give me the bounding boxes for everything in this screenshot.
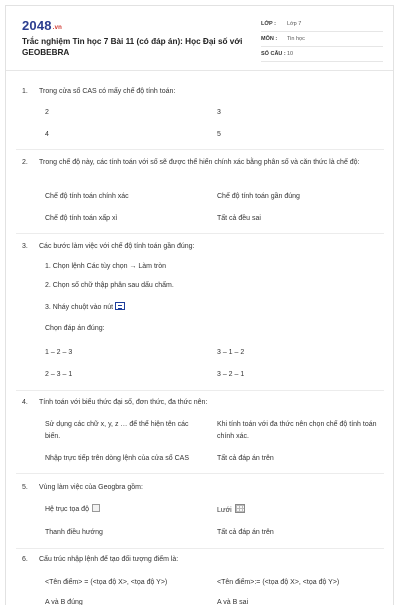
q2-option-a[interactable]: Chế độ tính toán chính xác — [45, 193, 129, 200]
quiz-meta — [261, 17, 383, 62]
q3-option-d[interactable]: 3 – 2 – 1 — [217, 371, 245, 378]
question-text: Trong cửa sổ CAS có mấy chế độ tính toán: — [39, 88, 176, 95]
q2-option-d[interactable]: Tất cả đều sai — [217, 215, 261, 222]
question-number: 3. — [22, 243, 28, 250]
site-logo[interactable] — [22, 18, 62, 33]
meta-grade — [261, 17, 383, 32]
q5-option-d[interactable]: Tất cả đáp án trên — [217, 529, 274, 536]
q5-option-c[interactable]: Thanh điều hướng — [45, 529, 103, 536]
grid-icon — [235, 504, 245, 513]
equals-button-icon — [115, 302, 125, 310]
question-text: Cấu trúc nhập lệnh để tạo đối tượng điểm là: — [39, 556, 179, 563]
divider — [16, 233, 384, 234]
question-number: 1. — [22, 88, 28, 95]
q5-option-a-text: Hệ trục tọa độ — [45, 506, 89, 513]
question-number: 4. — [22, 399, 28, 406]
q3-step-2: 2. Chọn số chữ thập phân sau dấu chấm. — [45, 282, 174, 289]
question-number: 2. — [22, 159, 28, 166]
axes-icon — [92, 504, 100, 512]
q1-option-b[interactable]: 3 — [217, 109, 221, 116]
q3-step-3 — [45, 302, 125, 311]
q2-option-b[interactable]: Chế độ tính toán gần đúng — [217, 193, 300, 200]
question-text: Vùng làm việc của Geogbra gồm: — [39, 484, 143, 491]
meta-count-label: SỐ CÂU : — [261, 51, 286, 57]
q5-option-b-text: Lưới — [217, 507, 232, 514]
q5-option-a[interactable] — [45, 504, 205, 516]
meta-subject — [261, 32, 383, 47]
divider — [16, 390, 384, 391]
q1-option-a[interactable]: 2 — [45, 109, 49, 116]
meta-grade-value: Lớp 7 — [287, 21, 302, 27]
quiz-title: Trắc nghiệm Tin học 7 Bài 11 (có đáp án): Học Đại số với GEOBEBRA — [22, 37, 243, 57]
question-text: Trong chế độ này, các tính toán với số sẽ được thể hiển chính xác bằng phân số và căn thức là chế độ: — [39, 159, 360, 166]
q3-option-c[interactable]: 2 – 3 – 1 — [45, 371, 73, 378]
q1-option-c[interactable]: 4 — [45, 131, 49, 138]
meta-grade-label: LỚP : — [261, 21, 276, 27]
logo-text: 2048 — [22, 18, 52, 33]
q3-prompt: Chọn đáp án đúng: — [45, 325, 105, 332]
divider — [16, 548, 384, 549]
quiz-page — [5, 5, 394, 605]
q2-option-c[interactable]: Chế độ tính toán xấp xỉ — [45, 215, 117, 222]
divider — [16, 149, 384, 150]
q6-option-a[interactable]: <Tên điểm> = (<tọa độ X>, <tọa độ Y>) — [45, 579, 168, 586]
logo-suffix: .vn — [52, 25, 63, 31]
question-text: Các bước làm việc với chế độ tính toán gần đúng: — [39, 243, 195, 250]
q6-option-b[interactable]: <Tên điểm>:= (<tọa độ X>, <tọa độ Y>) — [217, 579, 340, 586]
q4-option-b[interactable]: Khi tính toán với đa thức nên chọn chế độ tính toán chính xác. — [217, 421, 377, 440]
meta-subject-value: Tin học — [287, 36, 305, 42]
q3-step-3-text: 3. Nháy chuột vào nút — [45, 304, 114, 311]
meta-count — [261, 47, 383, 62]
q4-option-a[interactable]: Sử dụng các chữ x, y, z … để thể hiện tên các biến. — [45, 421, 189, 440]
q3-step-1: 1. Chọn lệnh Các tùy chọn → Làm tròn — [45, 263, 167, 270]
divider — [16, 473, 384, 474]
question-number: 5. — [22, 484, 28, 491]
q3-option-a[interactable]: 1 – 2 – 3 — [45, 349, 73, 356]
q4-option-c[interactable]: Nhập trực tiếp trên dòng lệnh của cửa sổ CAS — [45, 455, 190, 462]
q6-option-d[interactable]: A và B sai — [217, 599, 249, 605]
meta-subject-label: MÔN : — [261, 36, 278, 42]
question-number: 6. — [22, 556, 28, 563]
q1-option-d[interactable]: 5 — [217, 131, 221, 138]
q4-option-d[interactable]: Tất cả đáp án trên — [217, 455, 274, 462]
q6-option-c[interactable]: A và B đúng — [45, 599, 83, 605]
q3-option-b[interactable]: 3 – 1 – 2 — [217, 349, 245, 356]
quiz-header — [6, 6, 393, 71]
question-text: Tính toán với biểu thức đại số, đơn thức, đa thức nên: — [39, 399, 208, 406]
q5-option-b[interactable] — [217, 504, 377, 517]
meta-count-value: 10 — [287, 51, 294, 57]
